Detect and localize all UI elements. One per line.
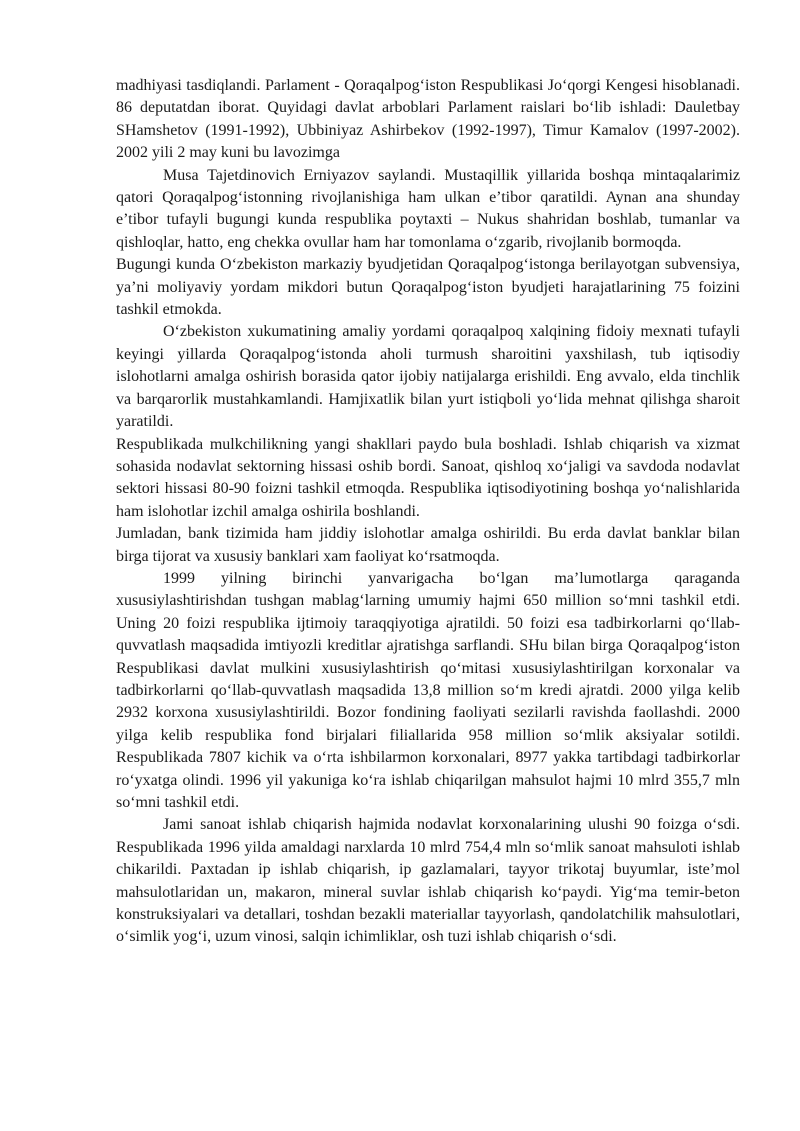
paragraph-privatization: 1999 yilning birinchi yanvarigacha bo‘lgan ma’lumotlarga qaraganda xususiylashtirishdan tushgan mablag‘larning umumiy hajmi 650 million so‘mni tashkil etdi. Uning 20 foizi respublika ijtimoiy taraqqiyotiga ajratildi. 50 foizi esa tadbirkorlarni qo‘llab-quvvatlash maqsadida imtiyozli kreditlar ajratishga sarflandi. SHu bilan birga Qoraqalpog‘iston Respublikasi davlat mulkini xususiylashtirish qo‘mitasi xususiylashtirilgan korxonalar va tadbirkorlarni qo‘llab-quvvatlash maqsadida 13,8 million so‘m kredi ajratdi. 2000 yilga kelib 2932 korxona xususiylashtirildi. Bozor fondining faoliyati sezilarli ravishda faollashdi. 2000 yilga kelib respublika fond birjalari filiallarida 958 million so‘mlik aksiyalar sotildi. Respublikada 7807 kichik va o‘rta ishbilarmon korxonalari, 8977 yakka tartibdagi tadbirkorlar ro‘yxatga olindi. 1996 yil yakuniga ko‘ra ishlab chiqarilgan mahsulot hajmi 10 mlrd 355,7 mln so‘mni tashkil etdi. bbox=[116, 569, 740, 811]
paragraph-subvention: Bugungi kunda O‘zbekiston markaziy byudjetidan Qoraqalpog‘istonga berilayotgan subvensiya, ya’ni moliyaviy yordam mikdori butun Qoraqalpog‘iston byudjeti harajatlarining 75 foizini tashkil etmokda. bbox=[116, 256, 740, 319]
paragraph-industry: Jami sanoat ishlab chiqarish hajmida nodavlat korxonalarining ulushi 90 foizga o‘sdi. Respublikada 1996 yilda amaldagi narxlarda 10 mlrd 754,4 mln so‘mlik sanoat mahsuloti ishlab chikarildi. Paxtadan ip ishlab chiqarish, ip gazlamalari, tayyor trikotaj buyumlar, iste’mol mahsulotlaridan un, makaron, mineral suvlar ishlab chiqarish ko‘paydi. Yig‘ma temir-beton konstruksiyalari va detallari, toshdan bezakli materiallar tayyorlash, qandolatchilik mahsulotlari, o‘simlik yog‘i, uzum vinosi, salqin ichimliklar, osh tuzi ishlab chiqarish o‘sdi. bbox=[116, 816, 740, 946]
paragraph-parliament: madhiyasi tasdiqlandi. Parlament - Qoraqalpog‘iston Respublikasi Jo‘qorgi Kengesi hisoblanadi. 86 deputatdan iborat. Quyidagi davlat arboblari Parlament raislari bo‘lib ishladi: Dauletbay SHamshetov (1991-1992), Ubbiniyaz Ashirbekov (1992-1997), Timur Kamalov (1997-2002). 2002 yili 2 may kuni bu lavozimga bbox=[116, 77, 740, 162]
paragraph-banking: Jumladan, bank tizimida ham jiddiy islohotlar amalga oshirildi. Bu erda davlat banklar bilan birga tijorat va xususiy banklari xam faoliyat ko‘rsatmoqda. bbox=[116, 525, 740, 565]
paragraph-erniyazov: Musa Tajetdinovich Erniyazov saylandi. Mustaqillik yillarida boshqa mintaqalarimiz qatori Qoraqalpog‘istonning rivojlanishiga ham ulkan e’tibor qaratildi. Aynan ana shunday e’tibor tufayli bugungi kunda respublika poytaxti – Nukus shahridan boshlab, tumanlar va qishloqlar, hatto, eng chekka ovullar ham har tomonlama o‘zgarib, rivojlanib bormoqda. bbox=[116, 166, 740, 251]
document-page bbox=[116, 75, 740, 949]
paragraph-ownership: Respublikada mulkchilikning yangi shakllari paydo bula boshladi. Ishlab chiqarish va xizmat sohasida nodavlat sektorning hissasi oshib bordi. Sanoat, qishloq xo‘jaligi va savdoda nodavlat sektori hissasi 80-90 foizni tashkil etmoqda. Respublika iqtisodiyotining boshqa yo‘nalishlarida ham islohotlar izchil amalga oshirila boshlandi. bbox=[116, 435, 740, 520]
paragraph-government-support: O‘zbekiston xukumatining amaliy yordami qoraqalpoq xalqining fidoiy mexnati tufayli keyingi yillarda Qoraqalpog‘istonda aholi turmush sharoitini yaxshilash, tub iqtisodiy islohotlarni amalga oshirish borasida qator ijobiy natijalarga erishildi. Eng avvalo, elda tinchlik va barqarorlik mustahkamlandi. Hamjixatlik bilan yurt istiqboli yo‘lida mehnat qilishga sharoit yaratildi. bbox=[116, 323, 740, 431]
